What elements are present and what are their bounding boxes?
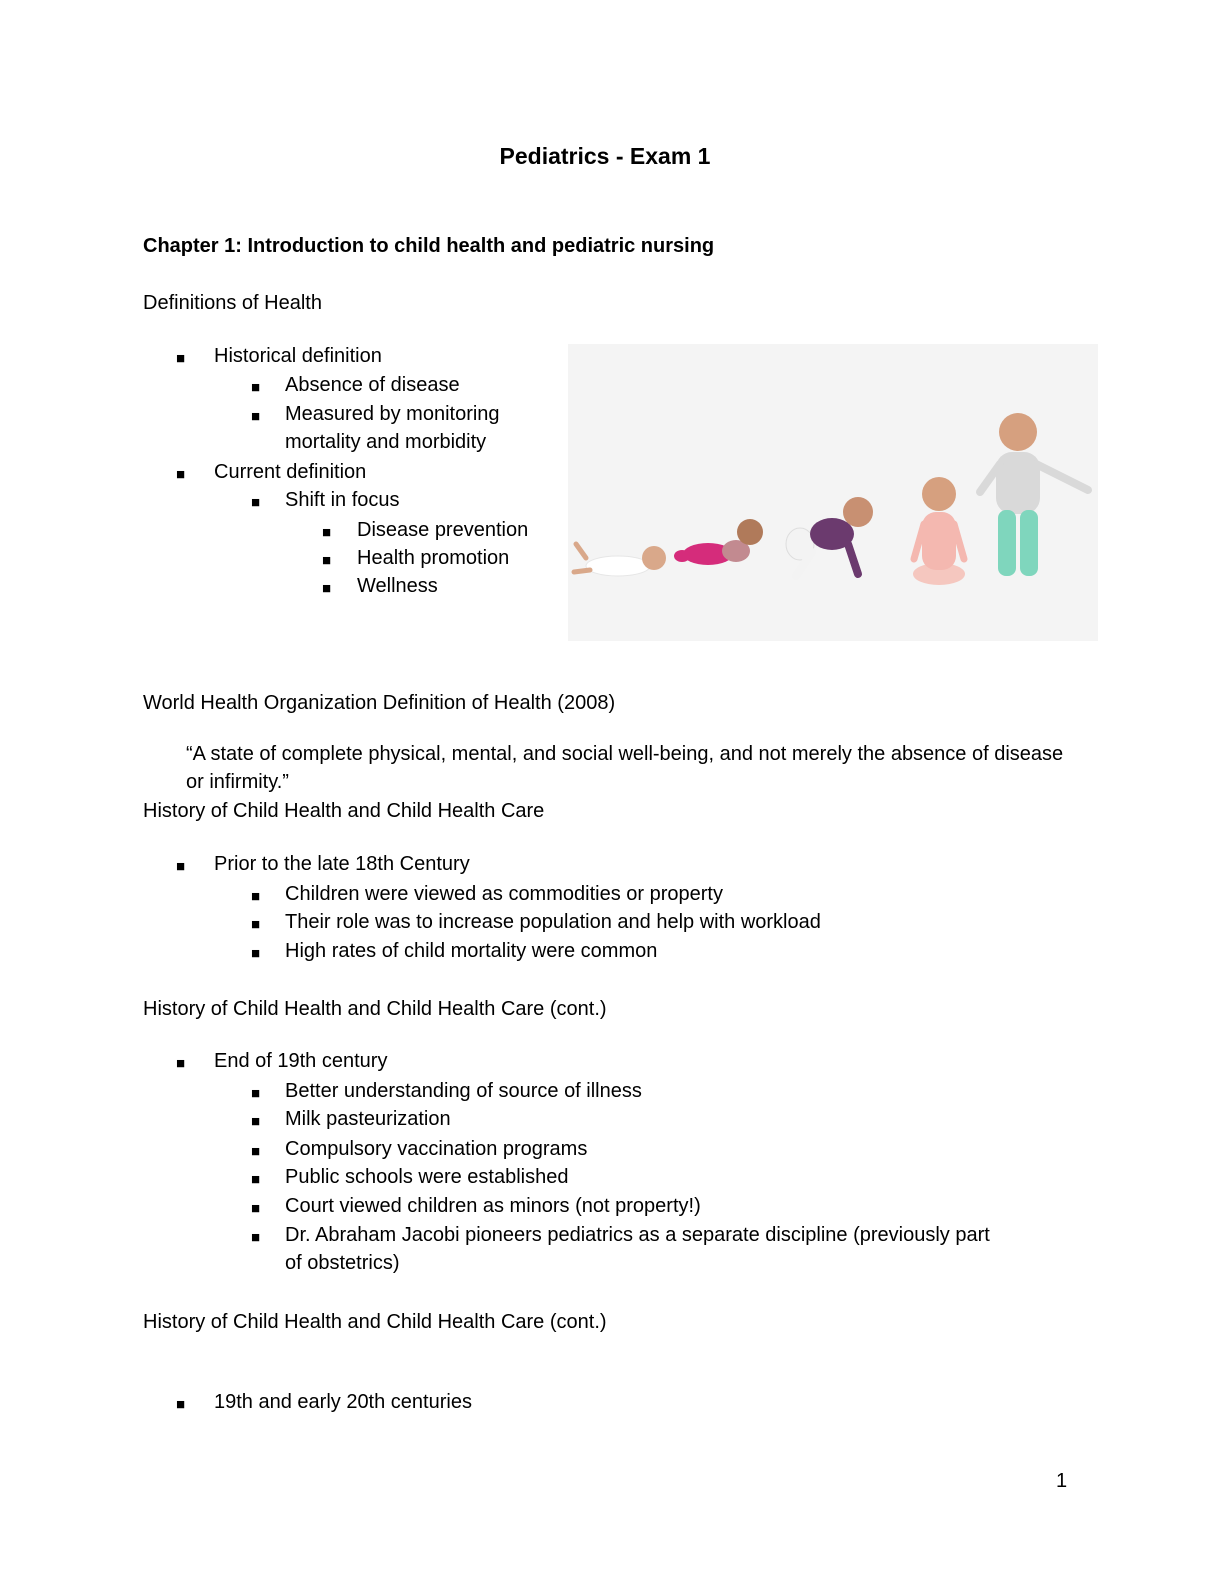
list-item: Disease prevention — [357, 519, 529, 541]
bullet: ■ — [322, 552, 332, 569]
bullet: ■ — [251, 494, 261, 511]
bullet: ■ — [322, 524, 332, 541]
list-item: Compulsory vaccination programs — [285, 1138, 588, 1160]
bullet: ■ — [176, 858, 186, 875]
list-item: 19th and early 20th centuries — [214, 1391, 472, 1413]
bullet: ■ — [251, 1143, 261, 1160]
definitions-heading: Definitions of Health — [143, 292, 322, 314]
bullet: ■ — [176, 466, 186, 483]
page-number: 1 — [1056, 1470, 1068, 1492]
list-item: Their role was to increase population and help with workload — [285, 911, 821, 933]
chapter-heading: Chapter 1: Introduction to child health and pediatric nursing — [143, 235, 715, 257]
list-item: Historical definition — [214, 345, 382, 367]
history-cont-heading: History of Child Health and Child Health Care (cont.) — [143, 1311, 607, 1333]
bullet: ■ — [251, 945, 261, 962]
list-item: Prior to the late 18th Century — [214, 853, 470, 875]
bullet: ■ — [251, 1229, 261, 1246]
list-item-continuation: mortality and morbidity — [285, 431, 487, 453]
list-item: Better understanding of source of illness — [285, 1080, 642, 1102]
who-heading: World Health Organization Definition of Health (2008) — [143, 692, 616, 714]
bullet: ■ — [251, 1200, 261, 1217]
list-item: Public schools were established — [285, 1166, 569, 1188]
list-item: Health promotion — [357, 547, 510, 569]
bullet: ■ — [322, 580, 332, 597]
bullet: ■ — [251, 888, 261, 905]
baby-crawling-figure — [786, 497, 873, 576]
list-item: Children were viewed as commodities or property — [285, 883, 723, 905]
list-item: Measured by monitoring — [285, 403, 500, 425]
page-title: Pediatrics - Exam 1 — [499, 143, 711, 169]
baby-sitting-figure — [913, 477, 965, 585]
list-item: Absence of disease — [285, 374, 460, 396]
who-quote: “A state of complete physical, mental, and social well-being, and not merely the absence of disease or infirmity.” — [186, 743, 1064, 793]
bullet: ■ — [176, 1055, 186, 1072]
list-item: Current definition — [214, 461, 367, 483]
list-item: End of 19th century — [214, 1050, 388, 1072]
history-heading: History of Child Health and Child Health Care — [143, 800, 545, 822]
list-item: Dr. Abraham Jacobi pioneers pediatrics as a separate discipline (previously part — [285, 1224, 990, 1246]
baby-standing-figure — [980, 413, 1088, 576]
baby-lying-figure — [574, 544, 666, 576]
baby-tummy-figure — [674, 519, 763, 565]
baby-development-photo — [568, 344, 1098, 641]
list-item: Shift in focus — [285, 489, 400, 511]
bullet: ■ — [251, 379, 261, 396]
list-item: High rates of child mortality were common — [285, 940, 658, 962]
bullet: ■ — [251, 1085, 261, 1102]
bullet: ■ — [251, 408, 261, 425]
bullet: ■ — [251, 916, 261, 933]
bullet: ■ — [176, 1396, 186, 1413]
list-item: Court viewed children as minors (not property!) — [285, 1195, 701, 1217]
history-cont-heading: History of Child Health and Child Health Care (cont.) — [143, 998, 607, 1020]
list-item: Milk pasteurization — [285, 1108, 451, 1130]
bullet: ■ — [251, 1171, 261, 1188]
list-item: Wellness — [357, 575, 438, 597]
bullet: ■ — [176, 350, 186, 367]
bullet: ■ — [251, 1113, 261, 1130]
list-item-continuation: of obstetrics) — [285, 1252, 400, 1274]
